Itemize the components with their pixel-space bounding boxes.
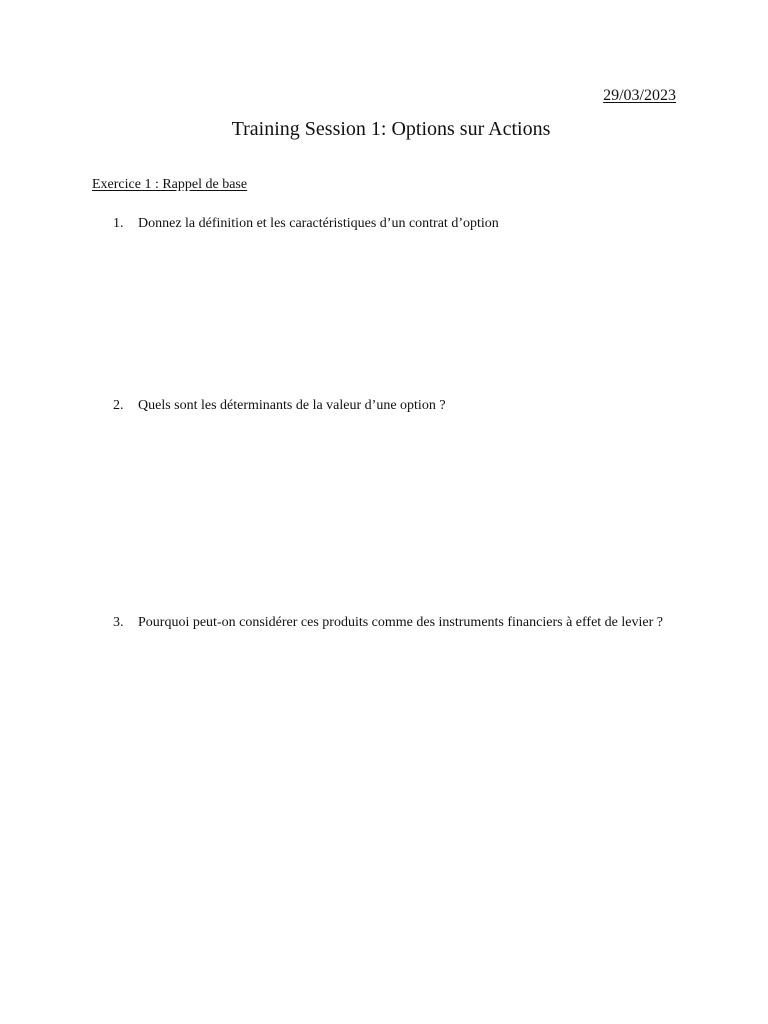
question-text: Quels sont les déterminants de la valeur d’une option ?	[138, 398, 446, 413]
question-item	[113, 397, 683, 415]
question-text: Pourquoi peut-on considérer ces produits comme des instruments financiers à effet de levier ?	[138, 615, 663, 630]
question-number: 1.	[113, 216, 124, 231]
question-item	[113, 215, 683, 233]
document-title: Training Session 1: Options sur Actions	[231, 118, 551, 140]
exercise-heading: Exercice 1 : Rappel de base	[92, 177, 248, 192]
question-item	[113, 614, 683, 632]
question-number: 3.	[113, 615, 124, 630]
document-date: 29/03/2023	[603, 87, 676, 104]
question-text: Donnez la définition et les caractéristiques d’un contrat d’option	[138, 216, 499, 231]
question-number: 2.	[113, 398, 124, 413]
